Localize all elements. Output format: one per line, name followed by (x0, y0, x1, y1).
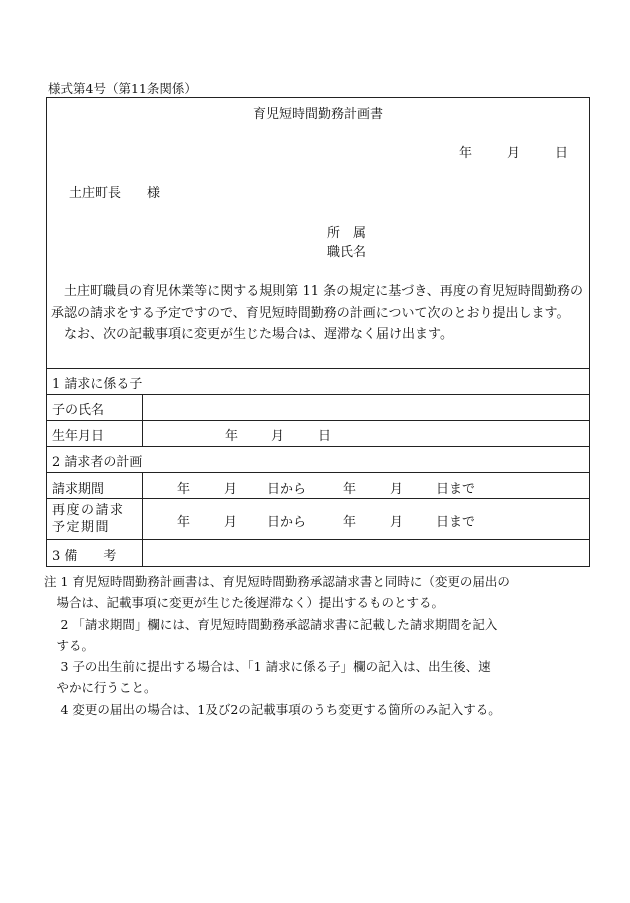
table-divider (47, 498, 589, 499)
table-divider (47, 472, 589, 473)
birthdate-field[interactable] (225, 425, 331, 444)
birth-month: 月 (271, 429, 285, 444)
period-month: 月 (390, 482, 404, 497)
date-day: 日 (555, 146, 569, 161)
child-name-field[interactable] (147, 394, 587, 419)
period-year: 年 (177, 482, 191, 497)
note-line: 4 変更の届出の場合は、1及び2の記載事項のうち変更する箇所のみ記入する。 (44, 701, 501, 717)
period-day-to: 日まで (436, 482, 476, 497)
re-request-label-line: 再度の請求 (52, 503, 125, 518)
table-divider (47, 368, 589, 369)
period-day-from: 日から (267, 482, 307, 497)
submission-date[interactable] (459, 142, 568, 161)
re-request-label (52, 502, 125, 536)
request-period-label: 請求期間 (52, 482, 105, 497)
form-frame (46, 97, 590, 567)
re-request-period-field[interactable] (177, 511, 475, 530)
addressee: 土庄町長 様 (69, 186, 161, 201)
remarks-field[interactable] (147, 540, 587, 566)
note-line: 場合は、記載事項に変更が生じた後遅滞なく）提出するものとする。 (44, 595, 445, 611)
date-month: 月 (507, 146, 521, 161)
name-label: 職氏名 (327, 245, 367, 260)
form-number-label: 様式第4号（第11条関係） (48, 81, 197, 96)
date-year: 年 (459, 146, 473, 161)
birthdate-label: 生年月日 (52, 429, 105, 444)
period-month: 月 (224, 482, 238, 497)
declaration-text (51, 281, 583, 346)
period-year: 年 (177, 515, 191, 530)
note-line: 3 子の出生前に提出する場合は、「1 請求に係る子」欄の記入は、出生後、速 (44, 659, 491, 675)
section-child-heading: 1 請求に係る子 (52, 377, 143, 392)
re-request-label-line: 予定期間 (52, 520, 111, 535)
table-divider (47, 420, 589, 421)
child-name-label: 子の氏名 (52, 403, 105, 418)
period-year: 年 (343, 482, 357, 497)
table-column-divider (142, 394, 143, 446)
note-line: する。 (44, 637, 95, 653)
affiliation-label: 所 属 (327, 226, 367, 241)
birth-year: 年 (225, 429, 239, 444)
table-divider (47, 446, 589, 447)
period-day-from: 日から (267, 515, 307, 530)
declaration-paragraph: 土庄町職員の育児休業等に関する規則第 11 条の規定に基づき、再度の育児短時間勤務の承認の請求をする予定ですので、育児短時間勤務の計画について次のとおり提出します。 (51, 284, 583, 321)
period-year: 年 (343, 515, 357, 530)
declaration-paragraph: なお、次の記載事項に変更が生じた場合は、遅滞なく届け出ます。 (64, 327, 453, 342)
note-line: 2 「請求期間」欄には、育児短時間勤務承認請求書に記載した請求期間を記入 (44, 616, 498, 632)
notes-section (44, 571, 600, 720)
birth-day: 日 (318, 429, 332, 444)
section-plan-heading: 2 請求者の計画 (52, 455, 143, 470)
period-day-to: 日まで (436, 515, 476, 530)
request-period-field[interactable] (177, 478, 475, 497)
remarks-label: 3 備 考 (52, 549, 117, 564)
note-line: 注 1 育児短時間勤務計画書は、育児短時間勤務承認請求書と同時に（変更の届出の (44, 574, 510, 589)
note-line: やかに行うこと。 (44, 680, 157, 696)
table-column-divider (142, 472, 143, 567)
period-month: 月 (390, 515, 404, 530)
document-title: 育児短時間勤務計画書 (252, 107, 383, 122)
period-month: 月 (224, 515, 238, 530)
